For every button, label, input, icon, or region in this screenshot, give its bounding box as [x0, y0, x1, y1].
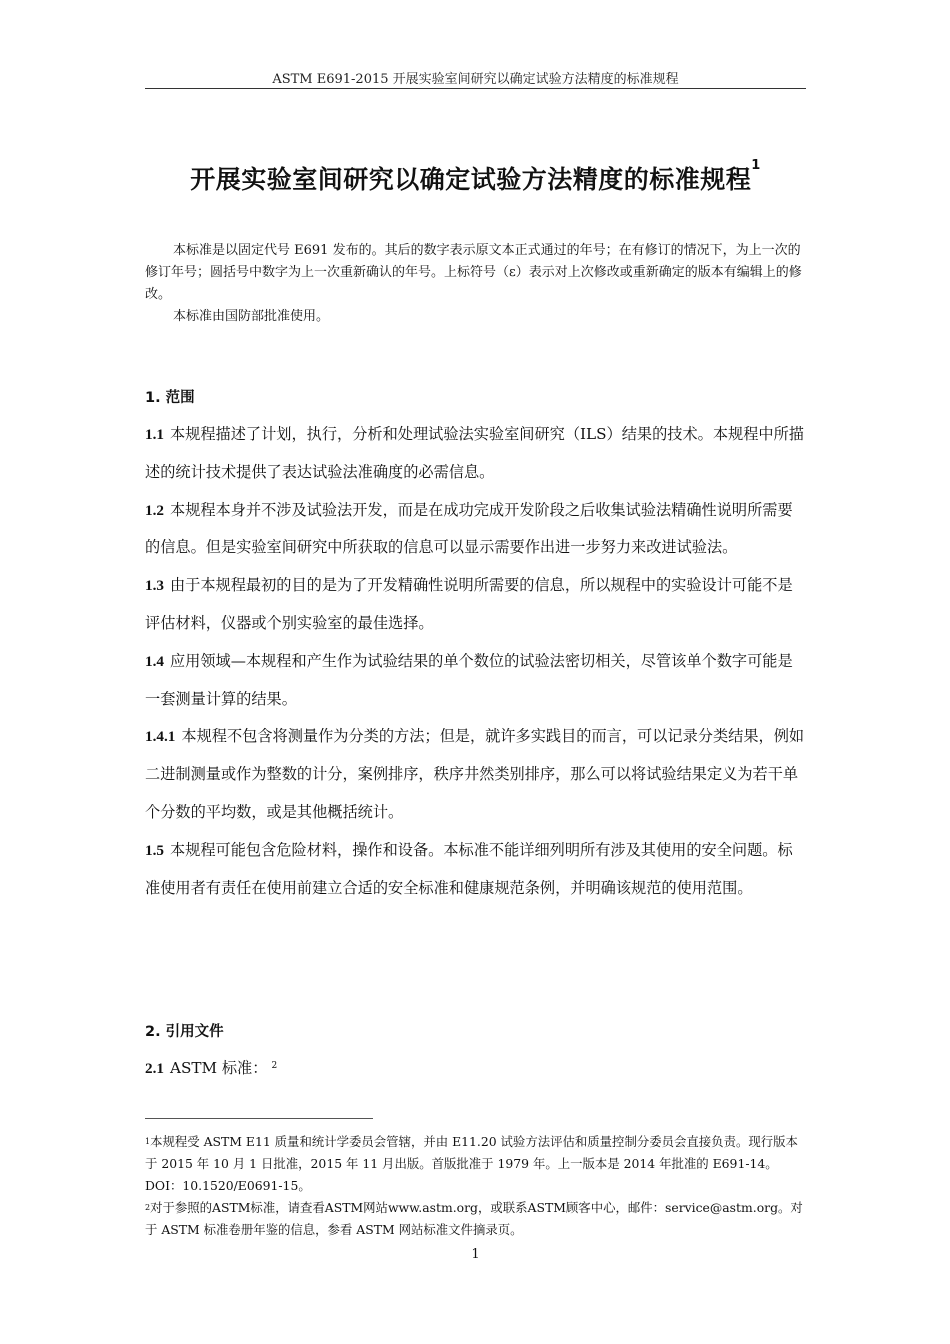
footnote [145, 1197, 806, 1241]
clause-text: 本规程本身并不涉及试验法开发，而是在成功完成开发阶段之后收集试验法精确性说明所需要的信息。但是实验室间研究中所获取的信息可以显示需要作出进一步努力来改进试验法。 [145, 500, 793, 557]
clause-number: 1.4 [145, 652, 164, 670]
footnote [145, 1131, 806, 1197]
clause [145, 718, 806, 831]
section-heading-scope: 1. 范围 [145, 390, 195, 406]
clause-text: 本规程不包含将测量作为分类的方法；但是，就许多实践目的而言，可以记录分类结果，例如二进制测量或作为整数的计分，案例排序，秩序井然类别排序，那么可以将试验结果定义为若干单个分数的平均数，或是其他概括统计。 [145, 727, 805, 821]
footnotes [145, 1131, 806, 1241]
clause-number: 1.3 [145, 577, 164, 595]
intro-paragraph: 本标准由国防部批准使用。 [173, 309, 330, 324]
clause-number: 1.4.1 [145, 728, 176, 746]
section-body-scope [145, 416, 806, 907]
footnote-mark: 2 [145, 1203, 151, 1212]
clause-number: 1.1 [145, 426, 164, 443]
clause-text: ASTM 标准： [169, 1059, 268, 1077]
section-body-referenced-documents [145, 1050, 806, 1088]
document-title-text: 开展实验室间研究以确定试验方法精度的标准规程 [190, 165, 752, 194]
clause [145, 492, 806, 568]
running-header: ASTM E691-2015 开展实验室间研究以确定试验方法精度的标准规程 [272, 72, 679, 87]
clause-number: 1.5 [145, 841, 164, 859]
clause-number: 1.2 [145, 501, 164, 519]
clause [145, 416, 806, 492]
clause [145, 567, 806, 643]
page-number: 1 [471, 1247, 480, 1262]
footnote-mark: 1 [145, 1137, 151, 1146]
clause-number: 2.1 [145, 1060, 164, 1077]
intro-paragraph: 本标准是以固定代号 E691 发布的。其后的数字表示原文本正式通过的年号；在有修订的情况下，为上一次的修订年号；圆括号中数字为上一次重新确认的年号。上标符号（ε）表示对上次修改或重新确定的版本有编辑上的修改。 [145, 243, 802, 302]
footnote-text: 对于参照的ASTM标准，请查看ASTM网站www.astm.org，或联系ASTM顾客中心，邮件：service@astm.org。对于 ASTM 标准卷册年鉴的信息，参看 ASTM 网站标准文件摘录页。 [145, 1200, 803, 1237]
clause-text: 由于本规程最初的目的是为了开发精确性说明所需要的信息，所以规程中的实验设计可能不是评估材料，仪器或个别实验室的最佳选择。 [145, 576, 793, 632]
clause-text: 本规程描述了计划，执行，分析和处理试验法实验室间研究（ILS）结果的技术。本规程中所描述的统计技术提供了表达试验法准确度的必需信息。 [145, 425, 804, 481]
title-footnote-mark[interactable]: 1 [751, 158, 761, 173]
clause-text: 本规程可能包含危险材料，操作和设备。本标准不能详细列明所有涉及其使用的安全问题。标准使用者有责任在使用前建立合适的安全标准和健康规范条例，并明确该规范的使用范围。 [145, 840, 793, 897]
clause-text: 应用领域—本规程和产生作为试验结果的单个数位的试验法密切相关，尽管该单个数字可能是一套测量计算的结果。 [145, 651, 793, 708]
clause [145, 643, 806, 719]
section-heading-referenced-documents: 2. 引用文件 [145, 1024, 224, 1040]
document-title [145, 160, 806, 196]
footnote-text: 本规程受 ASTM E11 质量和统计学委员会管辖，并由 E11.20 试验方法评估和质量控制分委员会直接负责。现行版本于 2015 年 10 月 1 日批准，2015 年 11 月出版。首版批准于 1979 年。上一版本是 2014 年批准的 E691-14。DOI：10.1520/E0691-15。 [145, 1134, 798, 1193]
clause [145, 1050, 806, 1088]
footnote-separator [145, 1118, 373, 1119]
header-rule [145, 88, 806, 89]
footnote-ref-2[interactable]: 2 [271, 1061, 278, 1071]
intro-notes [145, 240, 806, 328]
clause [145, 832, 806, 908]
